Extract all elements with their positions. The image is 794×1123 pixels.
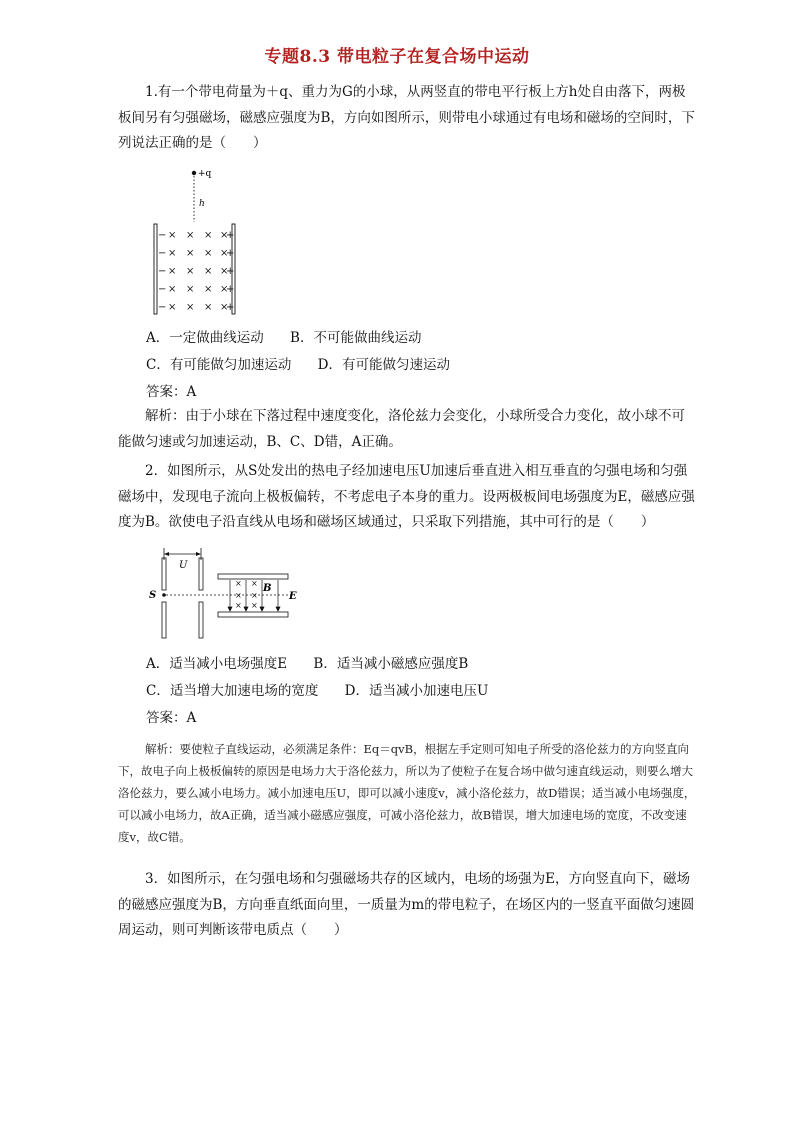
- field-cross: ×: [204, 284, 213, 295]
- field-cross: ×: [204, 302, 213, 313]
- page-title: 专题8.3 带电粒子在复合场中运动: [264, 47, 530, 67]
- q1-options-row2: [146, 355, 472, 375]
- field-cross: ×: [168, 248, 177, 259]
- b-field-cross: ×: [235, 591, 242, 600]
- q2-options-row1: [146, 654, 490, 674]
- plus-sign: +: [226, 284, 235, 295]
- field-cross: ×: [186, 302, 195, 313]
- source-point: [162, 593, 166, 597]
- q2-option-c: C．适当增大加速电场的宽度: [146, 683, 319, 699]
- e-field-arrowhead: [244, 607, 248, 611]
- accel-plate-right-bottom: [199, 602, 203, 638]
- q1-option-a: A．一定做曲线运动: [146, 330, 264, 346]
- minus-sign: −: [158, 266, 167, 277]
- minus-sign: −: [158, 302, 167, 313]
- q1-stem: 1.有一个带电荷量为＋q、重力为G的小球，从两竖直的带电平行板上方h处自由落下，两极板间另有匀强磁场，磁感应强度为B，方向如图所示，则带电小球通过有电场和磁场的空间时，下列说法正确的是（ ）: [118, 84, 695, 151]
- e-field-arrowhead: [276, 607, 280, 611]
- field-cross: ×: [204, 266, 213, 277]
- plus-sign: +: [226, 230, 235, 241]
- q1-figure: [148, 168, 248, 318]
- q1-height-label: h: [199, 199, 205, 209]
- field-cross: ×: [186, 266, 195, 277]
- q2-answer: 答案：A: [146, 710, 197, 726]
- accel-plate-left-bottom: [162, 602, 166, 638]
- field-cross: ×: [186, 230, 195, 241]
- field-cross: ×: [186, 248, 195, 259]
- left-plate: [154, 224, 157, 314]
- plus-sign: +: [226, 266, 235, 277]
- q1-options-row1: [146, 328, 443, 348]
- q2-analysis: 解析：要使粒子直线运动，必须满足条件：Eq＝qvB，根据左手定则可知电子所受的洛伦兹力的方向竖直向下，故电子向上极板偏转的原因是电场力大于洛伦兹力，所以为了使粒子在复合场中做匀速直线运动，则要么增大洛伦兹力，要么减小电场力。减小加速电压U，即可以减小速度v，减小洛伦兹力，故D错误；适当减小电场强度，可以减小电场力，故A正确，适当减小磁感应强度，可减小洛伦兹力，故B错误，增大加速电场的宽度，不改变速度v，故C错。: [118, 742, 696, 844]
- field-lines-and-crosses: [228, 579, 280, 611]
- e-field-arrowhead: [228, 607, 232, 611]
- field-cross: ×: [186, 284, 195, 295]
- q2-e-label: E: [289, 591, 297, 602]
- q2-options-row2: [146, 681, 510, 701]
- q2-u-label: U: [179, 560, 188, 571]
- field-cross: ×: [220, 302, 229, 313]
- q2-option-a: A．适当减小电场强度E: [146, 656, 288, 672]
- q1-option-d: D．有可能做匀速运动: [317, 357, 450, 373]
- plus-sign: +: [226, 248, 235, 259]
- field-cross: ×: [204, 230, 213, 241]
- q2-s-label: S: [149, 590, 157, 601]
- q1-option-b: B．不可能做曲线运动: [290, 330, 422, 346]
- q2-figure: [146, 546, 306, 646]
- q2-stem: 2．如图所示，从S处发出的热电子经加速电压U加速后垂直进入相互垂直的匀强电场和匀强磁场中，发现电子流向上极板偏转，不考虑电子本身的重力。设两极板间电场强度为E，磁感应强度为B。欲使电子沿直线从电场和磁场区域通过，只采取下列措施，其中可行的是（ ）: [118, 463, 695, 530]
- b-field-cross: ×: [251, 601, 258, 610]
- u-arrowhead-right: [196, 552, 201, 556]
- q1-charge-label: +q: [198, 169, 212, 179]
- q1-analysis: 解析：由于小球在下落过程中速度变化，洛伦兹力会变化，小球所受合力变化，故小球不可能做匀速或匀加速运动，B、C、D错，A正确。: [118, 408, 685, 450]
- b-field-cross: ×: [235, 601, 242, 610]
- b-field-cross: ×: [251, 591, 258, 600]
- field-cross: ×: [168, 284, 177, 295]
- u-arrowhead-left: [164, 552, 169, 556]
- field-cross: ×: [168, 230, 177, 241]
- field-cross: ×: [168, 266, 177, 277]
- q2-b-label: B: [263, 583, 272, 594]
- q1-option-c: C．有可能做匀加速运动: [146, 357, 292, 373]
- plus-sign: +: [226, 302, 235, 313]
- q2-option-d: D．适当减小加速电压U: [344, 683, 489, 699]
- charged-ball: [192, 171, 196, 175]
- field-cross: ×: [168, 302, 177, 313]
- minus-sign: −: [158, 248, 167, 259]
- field-cross: ×: [204, 248, 213, 259]
- minus-sign: −: [158, 284, 167, 295]
- q1-answer: 答案：A: [146, 384, 197, 400]
- e-field-arrowhead: [260, 607, 264, 611]
- accel-plate-left-top: [162, 558, 166, 590]
- magnetic-field-crosses: [158, 230, 234, 313]
- b-field-cross: ×: [251, 579, 258, 588]
- b-field-cross: ×: [235, 579, 242, 588]
- deflect-plate-bottom: [218, 612, 288, 617]
- accel-plate-right-top: [199, 558, 203, 590]
- field-cross: ×: [220, 248, 229, 259]
- field-cross: ×: [220, 230, 229, 241]
- q3-stem: 3．如图所示，在匀强电场和匀强磁场共存的区域内，电场的场强为E，方向竖直向下，磁场的磁感应强度为B，方向垂直纸面向里，一质量为m的带电粒子，在场区内的一竖直平面做匀速圆周运动，则可判断该带电质点（ ）: [118, 871, 695, 938]
- minus-sign: −: [158, 230, 167, 241]
- q2-option-b: B．适当减小磁感应强度B: [313, 656, 469, 672]
- field-cross: ×: [220, 284, 229, 295]
- field-cross: ×: [220, 266, 229, 277]
